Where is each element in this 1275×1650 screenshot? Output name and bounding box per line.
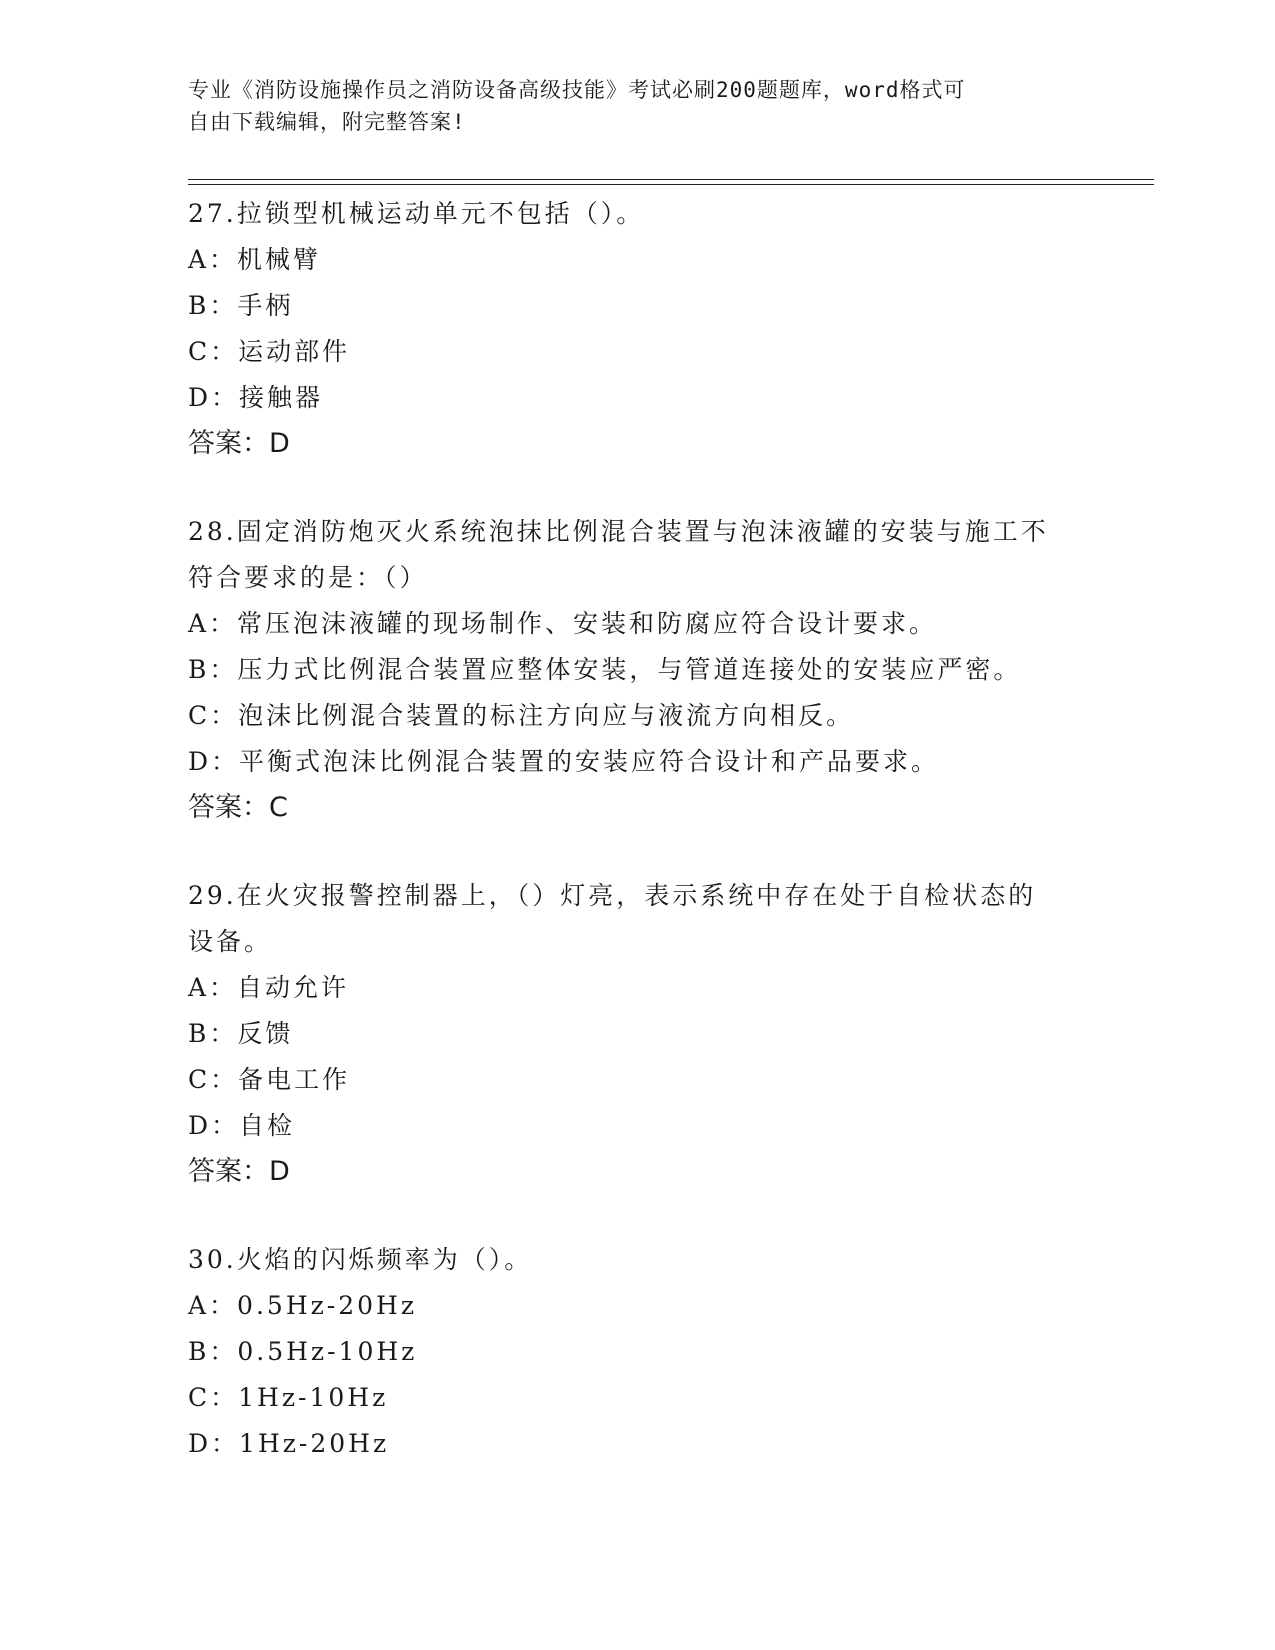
answer-label: 答案：C xyxy=(188,792,288,823)
question-stem: 28.固定消防炮灭火系统泡抹比例混合装置与泡沫液罐的安装与施工不 xyxy=(188,517,1049,546)
question-28 xyxy=(188,509,1088,831)
header-line-2: 自由下载编辑，附完整答案! xyxy=(188,110,466,134)
header-line-1: 专业《消防设施操作员之消防设备高级技能》考试必刷200题题库，word格式可 xyxy=(188,78,966,102)
option-d: D：接触器 xyxy=(188,383,324,412)
question-29 xyxy=(188,873,1088,1195)
question-stem-continued: 设备。 xyxy=(188,927,273,956)
option-c: C：泡沫比例混合装置的标注方向应与液流方向相反。 xyxy=(188,701,855,730)
option-d: D：1Hz-20Hz xyxy=(188,1429,390,1458)
question-stem-continued: 符合要求的是：（） xyxy=(188,563,428,592)
option-d: D：自检 xyxy=(188,1111,296,1140)
option-c: C：备电工作 xyxy=(188,1065,351,1094)
question-stem: 27.拉锁型机械运动单元不包括（）。 xyxy=(188,199,645,228)
option-b: B：手柄 xyxy=(188,291,294,320)
document-header xyxy=(188,74,1068,138)
option-a: A：机械臂 xyxy=(188,245,322,274)
option-a: A：自动允许 xyxy=(188,973,350,1002)
option-b: B：0.5Hz-10Hz xyxy=(188,1337,418,1366)
question-stem: 29.在火灾报警控制器上，（）灯亮，表示系统中存在处于自检状态的 xyxy=(188,881,1037,910)
option-a: A：常压泡沫液罐的现场制作、安装和防腐应符合设计要求。 xyxy=(188,609,938,638)
option-a: A：0.5Hz-20Hz xyxy=(188,1291,418,1320)
option-d: D：平衡式泡沫比例混合装置的安装应符合设计和产品要求。 xyxy=(188,747,940,776)
question-30 xyxy=(188,1237,1088,1467)
option-c: C：运动部件 xyxy=(188,337,351,366)
question-27 xyxy=(188,191,1088,467)
question-stem: 30.火焰的闪烁频率为（）。 xyxy=(188,1245,533,1274)
option-b: B：压力式比例混合装置应整体安装，与管道连接处的安装应严密。 xyxy=(188,655,1022,684)
question-list xyxy=(188,191,1088,1509)
header-divider-top xyxy=(188,179,1154,180)
header-divider-bottom xyxy=(188,184,1154,185)
option-c: C：1Hz-10Hz xyxy=(188,1383,389,1412)
option-b: B：反馈 xyxy=(188,1019,294,1048)
answer-label: 答案：D xyxy=(188,428,290,459)
answer-label: 答案：D xyxy=(188,1156,290,1187)
